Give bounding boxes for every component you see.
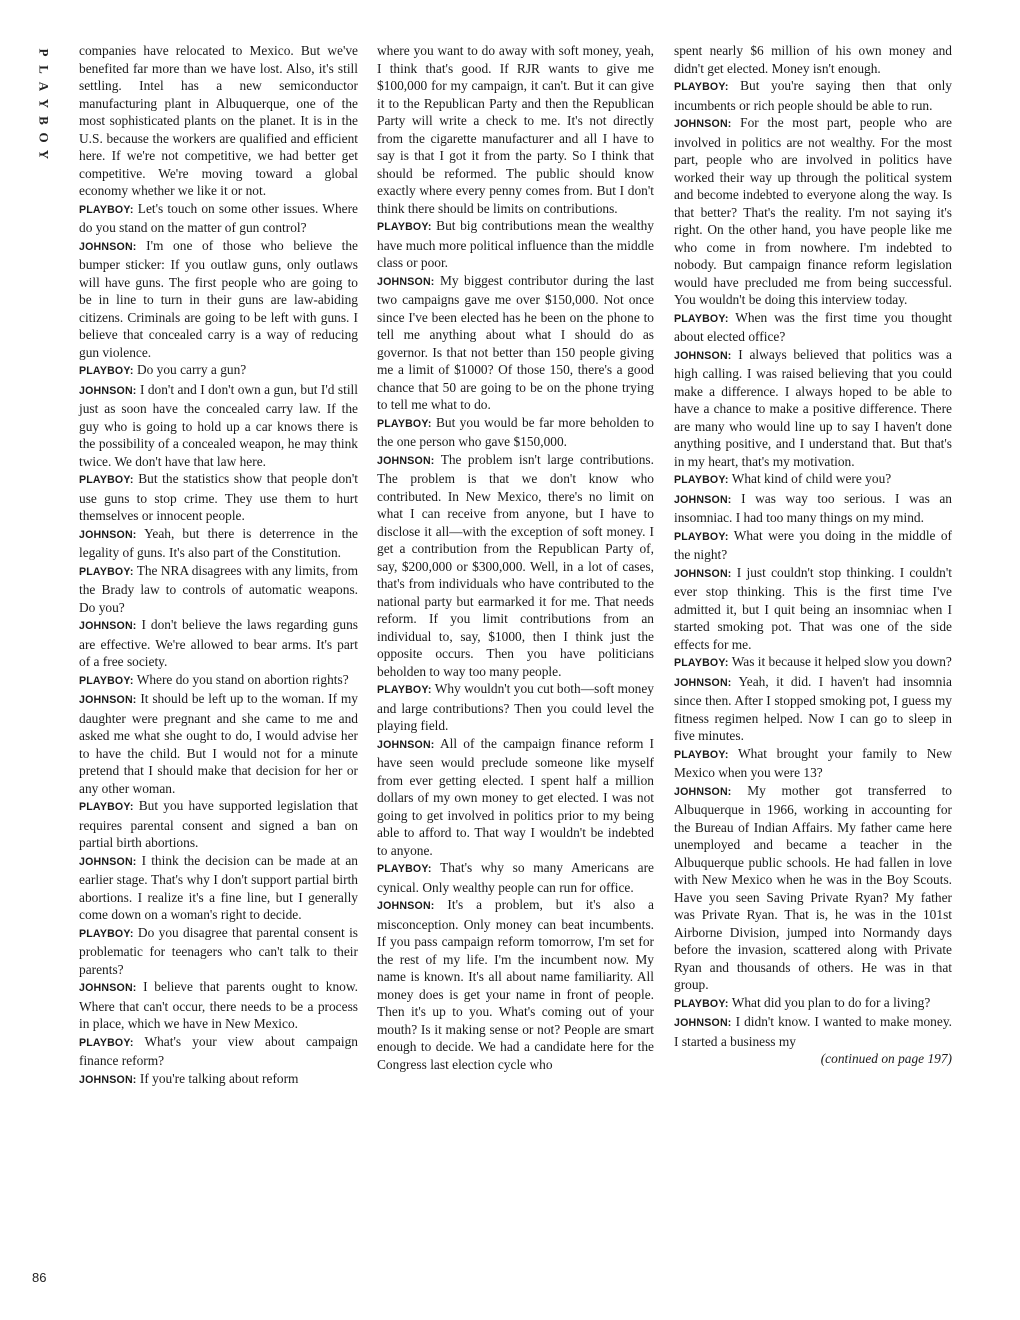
magazine-side-label [34, 44, 54, 163]
text-column-3 [674, 42, 952, 1068]
paragraph-text: It's a problem, but it's also a misconception. Only money can beat incumbents. If you pass campaign reform tomorrow, I'm set for the rest of my life. I'm the incumbent now. My name is known. It's all about name familiarity. All money does is get your name in front of people. Then it's up to you. What's coming out of your mouth? Is it making sense or not? People are smart enough to decide. We had a candidate here for the Congress last election cycle who [377, 897, 654, 1072]
interview-paragraph [674, 564, 952, 654]
speaker-label: PLAYBOY: [377, 221, 432, 233]
side-label-letter: A [36, 81, 52, 92]
speaker-label: PLAYBOY: [79, 801, 134, 813]
paragraph-text: My biggest contributor during the last two campaigns gave me over $150,000. Not once since I've been elected has he been on the phone to tell me anything about what I should do as governor. Is that not better than 150 people giving me a limit of $1000? Of those 150, there's a good chance that 50 are going to be on the phone trying to tell me what to do. [377, 272, 654, 412]
paragraph-text: If you're talking about reform [139, 1070, 299, 1086]
interview-paragraph [79, 237, 358, 362]
paragraph-text: The problem isn't large contributions. The problem is that we don't know who contributed. In New Mexico, there's no limit on what I can receive from anyone, but I have to disclose it all—with the exception of soft money. I get a contribution from the Republican Party of, say, $200,000 or $300,000. Well, in a lot of cases, that's from individuals who have contributed to the national party but earmarked it for me. That needs reform. If you limit contributions from an individual to, say, $1000, then I think just the opposite occurs. Then you have politicians beholden to way too many people. [377, 451, 654, 679]
paragraph-text: I don't believe the laws regarding guns are effective. We're allowed to bear arms. It's part of a free society. [79, 617, 358, 669]
paragraph-text: What kind of child were you? [731, 471, 892, 486]
speaker-label: JOHNSON: [79, 694, 137, 706]
interview-paragraph [674, 114, 952, 309]
paragraph-text: Where do you stand on abortion rights? [136, 671, 349, 687]
interview-paragraph [79, 200, 358, 237]
paragraph-text: where you want to do away with soft money, yeah, I think that's good. If RJR wants to give me $100,000 for my campaign, it can't. But it can give it to the Republican Party and then the Republican Party will write a check to me. It's not directly from the cigarette manufacturer and all I have to say is that I got it from the party. So I think that should be reformed. The public should know exactly where every penny comes from. But I don't think there should be limits on contributions. [377, 43, 654, 216]
interview-paragraph [377, 217, 654, 272]
interview-paragraph [79, 924, 358, 979]
interview-paragraph [79, 616, 358, 671]
speaker-label: JOHNSON: [377, 275, 435, 288]
speaker-label: PLAYBOY: [79, 474, 134, 486]
paragraph-text: Do you carry a gun? [136, 362, 247, 377]
interview-paragraph [674, 527, 952, 564]
interview-paragraph [79, 562, 358, 617]
speaker-label: JOHNSON: [674, 493, 732, 506]
paragraph-text: I believe that parents ought to know. Where that can't occur, there needs to be a process in place, which we have in New Mexico. [79, 979, 358, 1031]
speaker-label: PLAYBOY: [79, 565, 134, 578]
interview-paragraph [674, 782, 952, 994]
paragraph-text: I don't and I don't own a gun, but I'd still just as soon have the concealed carry law. If the guy who is going to hold up a car knows there is the possibility of a concealed weapon, he may think twice. We don't have that law here. [79, 381, 358, 469]
speaker-label: JOHNSON: [79, 620, 137, 632]
interview-paragraph [377, 896, 654, 1073]
speaker-label: JOHNSON: [79, 240, 137, 253]
interview-paragraph [674, 1013, 952, 1050]
paragraph-text: I didn't know. I wanted to make money. I started a business my [674, 1014, 952, 1049]
speaker-label: PLAYBOY: [79, 203, 134, 216]
paragraph-text: I'm one of those who believe the bumper sticker: If you outlaw guns, only outlaws will have guns. The first people who are going to be in line to turn in their guns are law-abiding citizens. Criminals are going to be left with guns. I believe that concealed carry is a way of reducing gun violence. [79, 237, 358, 360]
speaker-label: JOHNSON: [79, 982, 137, 994]
speaker-label: JOHNSON: [377, 900, 435, 912]
paragraph-text: Yeah, but there is deterrence in the legality of guns. It's also part of the Constitution. [79, 525, 358, 560]
speaker-label: JOHNSON: [79, 528, 137, 541]
paragraph-text: But you would be far more beholden to the one person who gave $150,000. [377, 414, 654, 449]
side-label-letter: Y [36, 149, 52, 160]
speaker-label: PLAYBOY: [674, 530, 729, 543]
paragraph-text: My mother got transferred to Albuquerque in 1966, working in accounting for the Bureau of Indian Affairs. My father came here unemployed and became a teacher in the Albuquerque public schools. He had fallen in love with New Mexico when he was in the Boy Scouts. Have you seen Saving Private Ryan? My father was Private Ryan. That is, he was in the 101st Airborne Division, jumped into Normandy days before the invasion, scattered along with Private Ryan and thousands of others. He was in that group. [674, 782, 952, 992]
paragraph-text: That's why so many Americans are cynical. Only wealthy people can run for office. [377, 860, 654, 895]
interview-paragraph [674, 470, 952, 490]
paragraph-text: What brought your family to New Mexico when you were 13? [674, 745, 953, 780]
interview-paragraph [674, 77, 952, 114]
side-label-letter: O [36, 132, 52, 143]
page-number: 86 [32, 1270, 47, 1285]
paragraph-text: It should be left up to the woman. If my daughter were pregnant and she came to me and asked me what she ought to do, I would advise her to have the child. But I would not for a minute pretend that I should make that decision for her or any other woman. [79, 691, 358, 796]
interview-paragraph [79, 525, 358, 562]
interview-paragraph [674, 673, 952, 745]
paragraph-text: What were you doing in the middle of the night? [674, 527, 953, 562]
paragraph-text: Do you disagree that parental consent is problematic for teenagers who can't talk to their parents? [79, 924, 358, 977]
paragraph-text: All of the campaign finance reform I have seen would preclude someone like myself from ever getting elected. I spent half a million dollars of my own money to get elected. I was not going to get involved in politics prior to my being able to afford to. That way I wouldn't be indebted to anyone. [377, 735, 654, 858]
speaker-label: PLAYBOY: [674, 997, 729, 1010]
interview-paragraph [377, 451, 654, 681]
interview-paragraph [674, 490, 952, 527]
paragraph-text: For the most part, people who are involved in politics are not wealthy. For the most part, people who are involved in politics have worked their way up through the political system and become indebted to everyone along the way. Is that better? That's the reality. I'm not saying it's right. On the other hand, you have people like me who come in from nowhere. I'm indebted to nobody. But campaign finance reform legislation would have precluded me from being successful. You wouldn't be doing this interview today. [674, 115, 952, 307]
speaker-label: JOHNSON: [674, 1017, 732, 1029]
interview-paragraph [377, 859, 654, 896]
interview-paragraph [79, 1070, 358, 1090]
paragraph-text: When was the first time you thought about elected office? [674, 309, 952, 344]
paragraph-text: Let's touch on some other issues. Where do you stand on the matter of gun control? [79, 200, 358, 235]
speaker-label: JOHNSON: [79, 1073, 137, 1086]
paragraph-text: companies have relocated to Mexico. But we've benefited far more than we have lost. Also, it's still settling. Intel has a new semiconductor manufacturing plant in Albuquerque, one of the most sophisticated plants on the planet. It is in the U.S. because the workers are qualified and efficient here. If we're not competitive, we had better get competitive. We're moving toward a global economy whether we like it or not. [79, 43, 358, 198]
interview-paragraph [79, 381, 358, 471]
interview-paragraph [79, 978, 358, 1033]
speaker-label: PLAYBOY: [674, 81, 729, 93]
speaker-label: PLAYBOY: [79, 927, 134, 940]
speaker-label: PLAYBOY: [79, 365, 134, 377]
interview-paragraph [674, 309, 952, 346]
speaker-label: JOHNSON: [79, 855, 137, 868]
paragraph-text: Why wouldn't you cut both—soft money and large contributions? Then you could level the playing field. [377, 681, 655, 733]
interview-paragraph [79, 361, 358, 381]
interview-paragraph [79, 42, 358, 200]
paragraph-text: Yeah, it did. I haven't had insomnia since then. After I stopped smoking pot, I guess my fitness regimen helped. Now I can go to sleep in five minutes. [674, 673, 952, 743]
interview-paragraph [79, 690, 358, 797]
speaker-label: JOHNSON: [674, 676, 732, 689]
speaker-label: JOHNSON: [674, 118, 732, 130]
interview-paragraph [674, 346, 952, 471]
continued-note: (continued on page 197) [820, 1051, 952, 1066]
interview-paragraph [79, 470, 358, 525]
speaker-label: PLAYBOY: [79, 1036, 134, 1049]
speaker-label: JOHNSON: [377, 454, 435, 467]
paragraph-text: But big contributions mean the wealthy have much more political influence than the middle class or poor. [377, 218, 654, 270]
speaker-label: PLAYBOY: [674, 312, 729, 325]
speaker-label: JOHNSON: [377, 738, 435, 751]
paragraph-text: I think the decision can be made at an earlier stage. That's why I don't support partial birth abortions. I realize it's a fine line, but I generally come down on a woman's right to decide. [79, 852, 358, 922]
interview-paragraph [79, 852, 358, 924]
interview-paragraph [377, 680, 654, 735]
speaker-label: PLAYBOY: [79, 674, 134, 687]
text-column-1 [79, 42, 358, 1089]
speaker-label: PLAYBOY: [377, 684, 432, 696]
interview-paragraph [377, 272, 654, 414]
text-column-2 [377, 42, 654, 1073]
interview-paragraph [79, 671, 358, 691]
interview-paragraph [79, 1033, 358, 1070]
speaker-label: PLAYBOY: [377, 417, 432, 430]
paragraph-text: The NRA disagrees with any limits, from the Brady law to controls of automatic weapons. Do you? [79, 562, 358, 615]
paragraph-text: But you have supported legislation that requires parental consent and signed a ban on partial birth abortions. [79, 798, 358, 850]
paragraph-text: What's your view about campaign finance reform? [79, 1033, 358, 1068]
speaker-label: PLAYBOY: [674, 657, 729, 669]
speaker-label: PLAYBOY: [674, 474, 729, 486]
interview-paragraph [674, 653, 952, 673]
side-label-letter: Y [36, 98, 52, 109]
paragraph-text: But the statistics show that people don't use guns to stop crime. They use them to hurt themselves or innocent people. [79, 471, 358, 523]
speaker-label: PLAYBOY: [674, 748, 729, 761]
interview-paragraph [674, 42, 952, 77]
side-label-letter: L [36, 65, 52, 74]
paragraph-text: I always believed that politics was a high calling. I was raised believing that you could make a difference. I always hoped to be able to have a chance to make a positive difference. There are many who would line up to say I haven't done anything positive, and I understand that. But that's in my heart, that's my motivation. [674, 346, 952, 469]
paragraph-text: spent nearly $6 million of his own money and didn't get elected. Money isn't enough. [674, 43, 952, 76]
speaker-label: PLAYBOY: [377, 863, 432, 875]
paragraph-text: Was it because it helped slow you down? [731, 654, 952, 669]
interview-paragraph [79, 797, 358, 852]
interview-paragraph [377, 735, 654, 860]
interview-paragraph [674, 994, 952, 1014]
paragraph-text: But you're saying then that only incumbents or rich people should be able to run. [674, 78, 952, 113]
interview-paragraph [674, 745, 952, 782]
side-label-letter: B [36, 116, 52, 125]
paragraph-text: I just couldn't stop thinking. I couldn't ever stop thinking. This is the first time I've admitted it, but I quit being an insomniac when I started smoking pot. That was one of the side effects for me. [674, 564, 952, 652]
speaker-label: JOHNSON: [79, 384, 137, 397]
speaker-label: JOHNSON: [674, 349, 732, 362]
interview-paragraph [377, 42, 654, 217]
paragraph-text: What did you plan to do for a living? [731, 994, 931, 1010]
side-label-letter: P [36, 48, 52, 57]
paragraph-text: I was way too serious. I was an insomniac. I had too many things on my mind. [674, 490, 952, 525]
speaker-label: JOHNSON: [674, 567, 732, 580]
interview-paragraph [377, 414, 654, 451]
speaker-label: JOHNSON: [674, 785, 732, 798]
